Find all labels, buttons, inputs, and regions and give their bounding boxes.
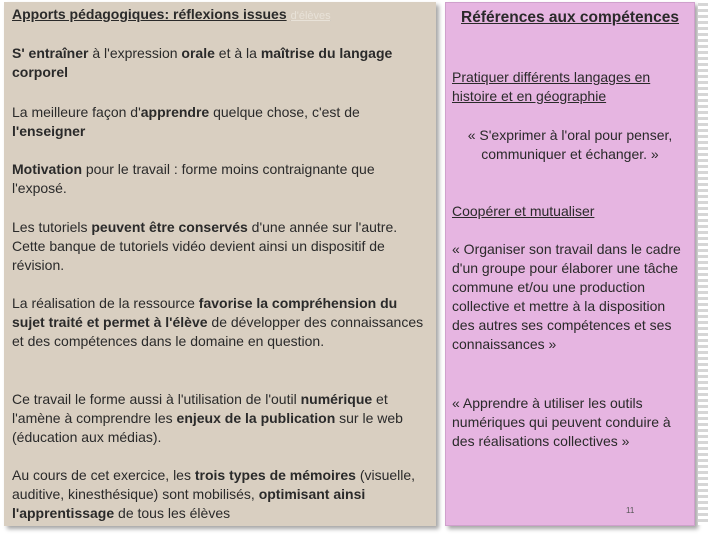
left-title-text: Apports pédagogiques: réflexions issues [12,6,287,22]
paragraph-resource-comprehension: La réalisation de la ressource favorise la compréhension du sujet traité et permet à l'élève de développer des connaissances et des compétences dans le domaine en question. [12,295,424,349]
paragraph-oral-expression: S' entraîner à l'expression orale et à la maîtrise du langage corporel [12,45,393,80]
competence-cooperate: Coopérer et mutualiser [452,203,595,219]
left-title [12,6,331,22]
right-title: Références aux compétences [461,9,679,26]
competence-digital-quote: « Apprendre à utiliser les outils numériques qui peuvent conduire à des réalisations collectives » [452,395,671,449]
left-title-faded-text: d'élèves [290,10,331,22]
competence-languages: Pratiquer différents langages en histoire et en géographie [452,69,651,104]
paragraph-memory-types: Au cours de cet exercice, les trois types de mémoires (visuelle, auditive, kinesthésique) sont mobilisés, optimisant ainsi l'apprentissage de tous les élèves [12,467,416,521]
paragraph-learn-by-teaching: La meilleure façon d'apprendre quelque chose, c'est de l'enseigner [12,104,360,139]
competence-organize-quote: « Organiser son travail dans le cadre d'un groupe pour élaborer une tâche commune et/ou une production collective et mettre à la disposition des autres ses compétences et ses connaissances » [452,241,681,352]
page-number: 11 [626,506,635,515]
paragraph-digital-tools: Ce travail le forme aussi à l'utilisation de l'outil numérique et l'amène à comprendre les enjeux de la publication sur le web (éducation aux médias). [12,391,403,445]
paragraph-tutorials-kept: Les tutoriels peuvent être conservés d'une année sur l'autre. Cette banque de tutoriels vidéo devient ainsi un dispositif de révision. [12,219,398,273]
paragraph-motivation: Motivation pour le travail : forme moins contraignante que l'exposé. [12,161,375,196]
competence-oral-quote: « S'exprimer à l'oral pour penser, communiquer et échanger. » [467,127,673,162]
